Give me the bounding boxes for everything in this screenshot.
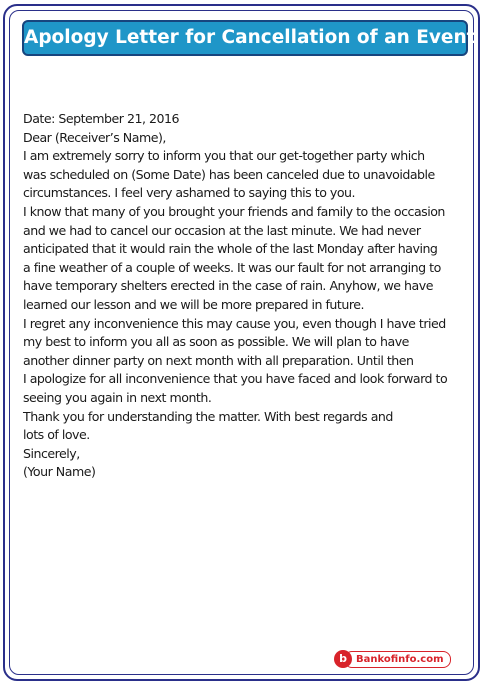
letter-title-banner	[22, 20, 476, 56]
paragraph-line: circumstances. I feel very ashamed to saying this to you.	[23, 185, 356, 201]
letter-title: Apology Letter for Cancellation of an Event	[24, 27, 476, 48]
paragraph-line: I regret any inconvenience this may cause you, even though I have tried	[23, 315, 446, 331]
paragraph-line: was scheduled on (Some Date) has been canceled due to unavoidable	[23, 166, 435, 182]
paragraph-line: I know that many of you brought your friends and family to the occasion	[23, 203, 445, 219]
paragraph-line: I apologize for all inconvenience that you have faced and look forward to	[23, 371, 448, 387]
watermark-text: Bankofinfo.com	[344, 651, 451, 668]
letter-salutation: Dear (Receiver’s Name),	[23, 129, 166, 145]
paragraph-line: learned our lesson and we will be more prepared in future.	[23, 296, 364, 312]
paragraph-4	[23, 408, 475, 445]
paragraph-1	[23, 147, 475, 203]
letter-date: Date: September 21, 2016	[23, 111, 180, 126]
watermark-logo-icon: b	[334, 650, 352, 668]
paragraph-line: anticipated that it would rain the whole of the last Monday after having	[23, 241, 438, 257]
paragraph-line: my best to inform you all as soon as possible. We will plan to have	[23, 334, 409, 350]
letter-body	[23, 110, 475, 482]
paragraph-line: seeing you again in next month.	[23, 389, 212, 405]
paragraph-line: I am extremely sorry to inform you that our get-together party which	[23, 148, 425, 164]
paragraph-3	[23, 315, 475, 408]
letter-closing: Sincerely,	[23, 445, 80, 461]
paragraph-line: and we had to cancel our occasion at the last minute. We had never	[23, 222, 421, 238]
paragraph-line: Thank you for understanding the matter. With best regards and	[23, 408, 393, 424]
paragraph-2	[23, 203, 475, 315]
paragraph-line: another dinner party on next month with all preparation. Until then	[23, 352, 414, 368]
site-watermark	[334, 649, 467, 669]
paragraph-line: lots of love.	[23, 427, 90, 443]
letter-signature: (Your Name)	[23, 464, 96, 480]
paragraph-line: have temporary shelters erected in the case of rain. Anyhow, we have	[23, 278, 433, 294]
paragraph-line: a fine weather of a couple of weeks. It was our fault for not arranging to	[23, 259, 441, 275]
